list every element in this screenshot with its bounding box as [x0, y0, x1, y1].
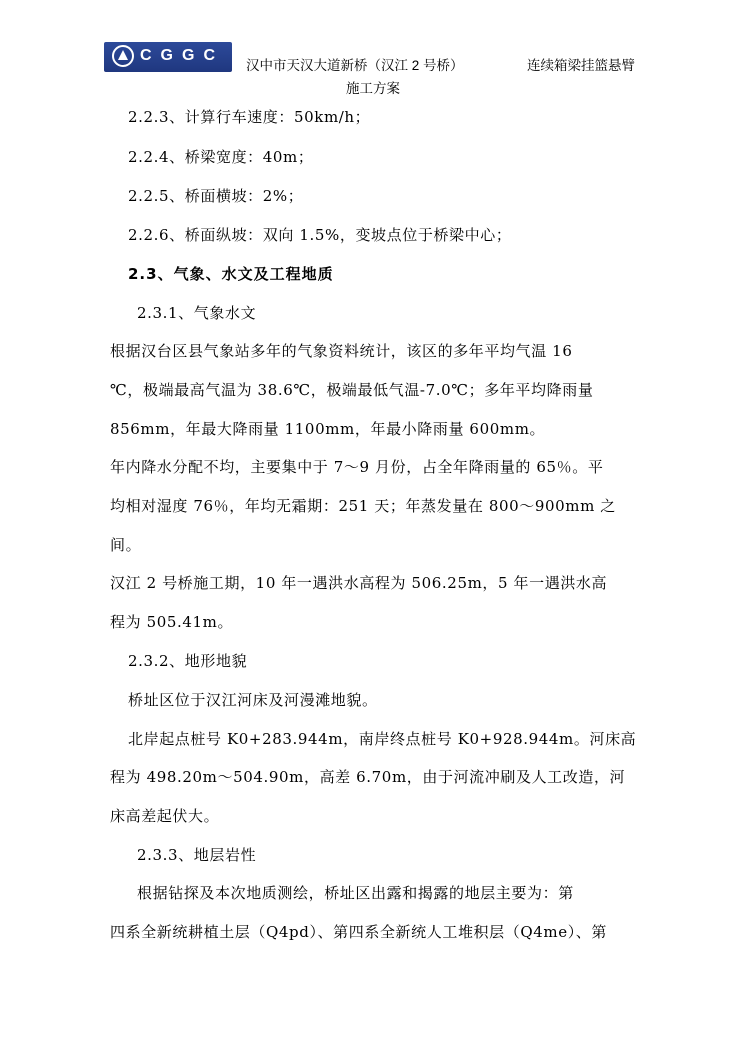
para-rain-line3: 间。 [110, 536, 142, 554]
para-climate-line1: 根据汉台区县气象站多年的气象资料统计，该区的多年平均气温 16 [110, 342, 573, 360]
section-heading-2-3: 2.3、气象、水文及工程地质 [128, 265, 334, 283]
para-strata-line2: 四系全新统耕植土层（Q4pd）、第四系全新统人工堆积层（Q4me）、第 [110, 923, 607, 941]
header-right: 连续箱梁挂篮悬臂 [527, 58, 635, 73]
para-climate-line3: 856mm，年最大降雨量 1100mm，年最小降雨量 600mm。 [110, 420, 546, 438]
line-2-2-5: 2.2.5、桥面横坡：2%； [128, 187, 304, 205]
para-station-line3: 床高差起伏大。 [110, 807, 220, 825]
subsection-2-3-1: 2.3.1、气象水文 [137, 304, 257, 322]
para-station-line1: 北岸起点桩号 K0+283.944m，南岸终点桩号 K0+928.944m。河床高 [128, 730, 637, 748]
para-rain-line2: 均相对湿度 76％，年均无霜期：251 天；年蒸发量在 800～900mm 之 [110, 497, 616, 515]
line-2-2-4: 2.2.4、桥梁宽度：40m； [128, 148, 314, 166]
para-strata-line1: 根据钻探及本次地质测绘，桥址区出露和揭露的地层主要为：第 [137, 884, 574, 902]
subsection-2-3-3: 2.3.3、地层岩性 [137, 846, 257, 864]
line-2-2-3: 2.2.3、计算行车速度：50km/h； [128, 108, 371, 126]
logo-text: CGGC [140, 47, 224, 64]
line-2-2-6: 2.2.6、桥面纵坡：双向 1.5%，变坡点位于桥梁中心； [128, 226, 512, 244]
para-terrain: 桥址区位于汉江河床及河漫滩地貌。 [128, 691, 378, 709]
para-flood-line1: 汉江 2 号桥施工期，10 年一遇洪水高程为 506.25m，5 年一遇洪水高 [110, 574, 608, 592]
page-header [0, 0, 744, 104]
logo-emblem-icon [112, 45, 134, 67]
cggc-logo [104, 42, 232, 72]
para-flood-line2: 程为 505.41m。 [110, 613, 234, 631]
subsection-2-3-2: 2.3.2、地形地貌 [128, 652, 248, 670]
para-climate-line2: ℃，极端最高气温为 38.6℃，极端最低气温-7.0℃；多年平均降雨量 [110, 381, 594, 399]
para-rain-line1: 年内降水分配不均，主要集中于 7～9 月份，占全年降雨量的 65％。平 [110, 458, 604, 476]
para-station-line2: 程为 498.20m～504.90m，高差 6.70m，由于河流冲刷及人工改造，河 [110, 768, 626, 786]
header-subtitle: 施工方案 [346, 81, 400, 96]
header-title: 汉中市天汉大道新桥（汉江 2 号桥） [246, 58, 464, 73]
